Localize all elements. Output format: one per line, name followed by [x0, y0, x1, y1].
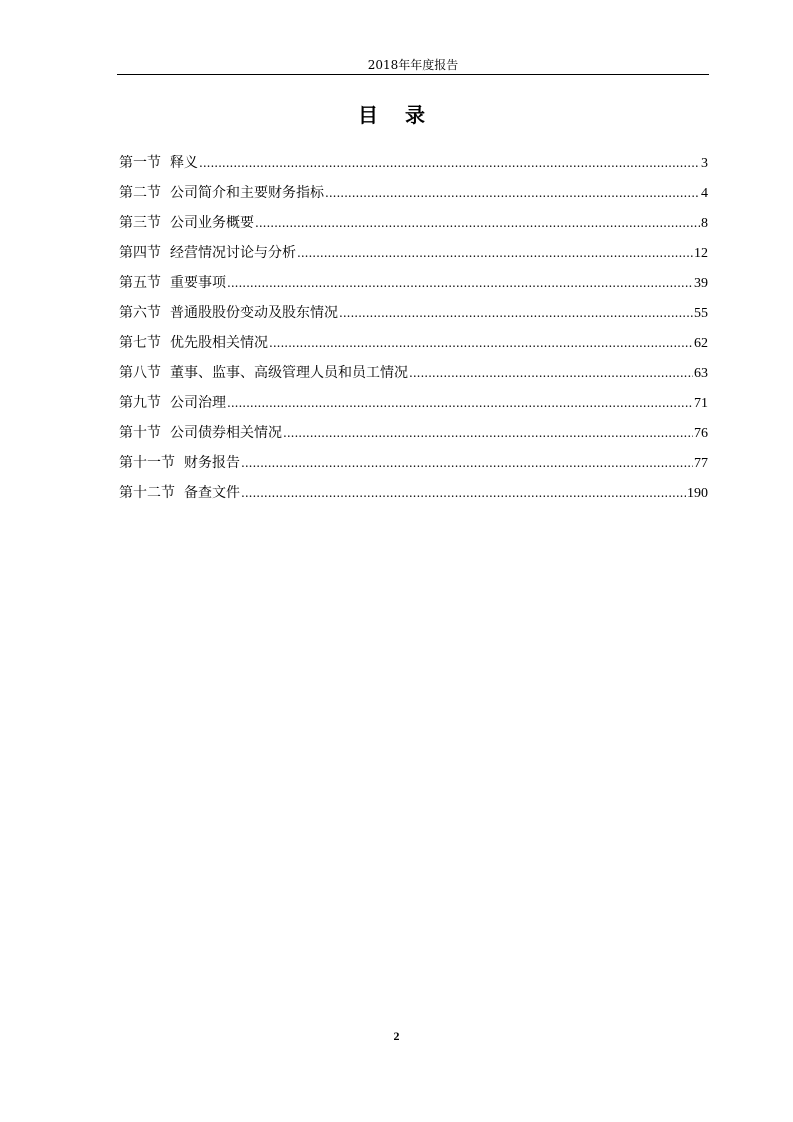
- toc-page-number: 8: [701, 216, 708, 231]
- toc-page-number: 55: [694, 306, 708, 321]
- toc-entry-4[interactable]: [119, 242, 708, 272]
- toc-entry-8[interactable]: [119, 362, 708, 392]
- toc-section-title: 董事、监事、高级管理人员和员工情况: [170, 365, 408, 381]
- toc-leader-dots: [227, 272, 693, 294]
- toc-leader-dots: [255, 212, 700, 234]
- toc-section-title: 重要事项: [170, 275, 226, 291]
- toc-entry-2[interactable]: [119, 182, 708, 212]
- toc-section-title: 公司治理: [170, 395, 226, 411]
- toc-page-number: 12: [694, 246, 708, 261]
- toc-leader-dots: [283, 422, 693, 444]
- toc-page-number: 71: [694, 396, 708, 411]
- header-rule: [117, 74, 709, 75]
- toc-leader-dots: [409, 362, 693, 384]
- toc-leader-dots: [325, 182, 700, 204]
- page-number-footer: 2: [393, 1029, 400, 1043]
- toc-leader-dots: [227, 392, 693, 414]
- toc-page-number: 63: [694, 366, 708, 381]
- toc-entry-9[interactable]: [119, 392, 708, 422]
- toc-entry-3[interactable]: [119, 212, 708, 242]
- toc-section-title: 公司简介和主要财务指标: [170, 185, 324, 201]
- toc-entry-11[interactable]: [119, 452, 708, 482]
- toc-entry-12[interactable]: [119, 482, 708, 512]
- toc-section-number: 第三节: [119, 215, 161, 231]
- toc-section-title: 优先股相关情况: [170, 335, 268, 351]
- toc-section-number: 第十节: [119, 425, 161, 441]
- toc-section-number: 第十一节: [119, 455, 175, 471]
- toc-entry-10[interactable]: [119, 422, 708, 452]
- toc-page-number: 3: [701, 156, 708, 171]
- toc-section-title: 公司债券相关情况: [170, 425, 282, 441]
- toc-leader-dots: [241, 482, 686, 504]
- toc-entry-5[interactable]: [119, 272, 708, 302]
- toc-section-title: 释义: [170, 155, 198, 171]
- toc-section-title: 公司业务概要: [170, 215, 254, 231]
- toc-section-number: 第一节: [119, 155, 161, 171]
- page-title: 目 录: [358, 103, 435, 127]
- toc-section-title: 经营情况讨论与分析: [170, 245, 296, 261]
- toc-entry-6[interactable]: [119, 302, 708, 332]
- toc-leader-dots: [269, 332, 693, 354]
- toc-entry-1[interactable]: [119, 152, 708, 182]
- toc-section-title: 普通股股份变动及股东情况: [170, 305, 338, 321]
- toc-page-number: 4: [701, 186, 708, 201]
- toc-page-number: 39: [694, 276, 708, 291]
- running-header: 2018年年度报告: [367, 58, 459, 72]
- toc-section-number: 第四节: [119, 245, 161, 261]
- toc-section-number: 第六节: [119, 305, 161, 321]
- toc-page-number: 62: [694, 336, 708, 351]
- toc-section-number: 第十二节: [119, 485, 175, 501]
- toc-section-title: 备查文件: [184, 485, 240, 501]
- toc-section-title: 财务报告: [184, 455, 240, 471]
- toc-leader-dots: [297, 242, 693, 264]
- toc-page-number: 77: [694, 456, 708, 471]
- toc-page-number: 190: [687, 486, 708, 501]
- toc-leader-dots: [339, 302, 693, 324]
- table-of-contents: [119, 152, 708, 512]
- toc-section-number: 第五节: [119, 275, 161, 291]
- toc-section-number: 第七节: [119, 335, 161, 351]
- toc-section-number: 第八节: [119, 365, 161, 381]
- toc-leader-dots: [199, 152, 700, 174]
- toc-section-number: 第二节: [119, 185, 161, 201]
- toc-page-number: 76: [694, 426, 708, 441]
- toc-leader-dots: [241, 452, 693, 474]
- toc-section-number: 第九节: [119, 395, 161, 411]
- toc-entry-7[interactable]: [119, 332, 708, 362]
